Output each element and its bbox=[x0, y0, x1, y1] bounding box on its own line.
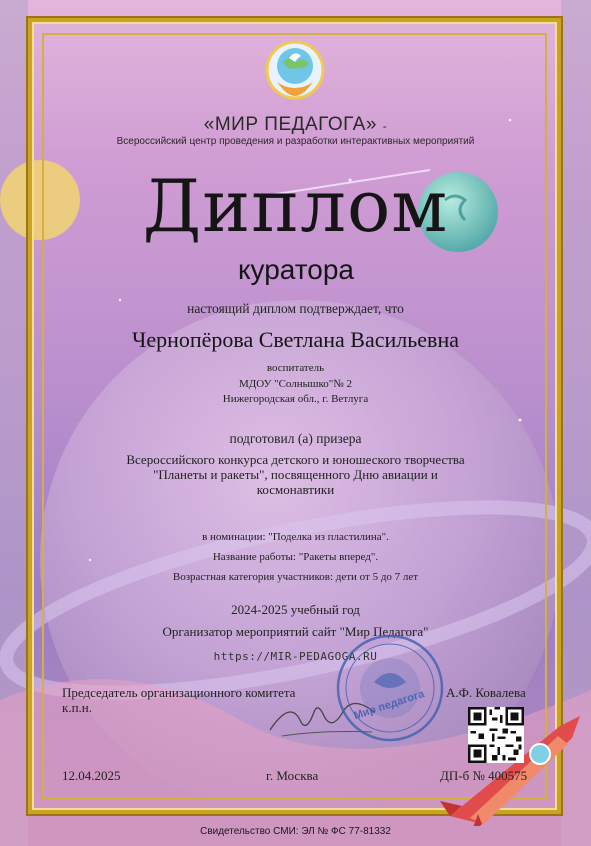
website-url: https://MIR-PEDAGOGA.RU bbox=[213, 650, 378, 663]
issue-date: 12.04.2025 bbox=[62, 768, 121, 783]
organizer: Организатор мероприятий сайт "Мир Педагога" bbox=[162, 624, 429, 639]
issue-city: г. Москва bbox=[266, 768, 319, 783]
confirm-text: настоящий диплом подтверждает, что bbox=[187, 301, 404, 316]
recipient-location: Нижегородская обл., г. Ветлуга bbox=[222, 393, 369, 405]
contest-name: Всероссийского конкурса детского и юношеского творчества "Планеты и ракеты", посвященного Дню авиации и космонавтики bbox=[126, 452, 465, 497]
center-description: Всероссийский центр проведения и разработки интерактивных мероприятий bbox=[116, 136, 475, 147]
recipient-name: Чернопёрова Светлана Васильевна bbox=[132, 327, 459, 352]
age-category: Возрастная категория участников: дети от 5 до 7 лет bbox=[172, 571, 419, 583]
org-name-line bbox=[40, 114, 551, 136]
mir-pedagoga-logo-icon bbox=[263, 40, 327, 108]
diploma-title: Диплом bbox=[142, 164, 449, 248]
work-title: Название работы: "Ракеты вперед". bbox=[212, 551, 379, 563]
org-dash: - bbox=[382, 119, 388, 133]
signer-name: А.Ф. Ковалева bbox=[446, 685, 526, 700]
recipient-institution: МДОУ "Солнышко"№ 2 bbox=[238, 378, 353, 390]
stamp-icon bbox=[334, 632, 446, 744]
stamp-text: Мир педагога bbox=[352, 688, 426, 723]
media-certificate: Свидетельство СМИ: ЭЛ № ФС 77-81332 bbox=[200, 826, 391, 837]
diploma-subtitle: куратора bbox=[237, 254, 354, 285]
chair-title: Председатель организационного комитета к.п.н. bbox=[62, 685, 296, 715]
recipient-position: воспитатель bbox=[266, 362, 325, 374]
academic-year: 2024-2025 учебный год bbox=[231, 602, 360, 617]
qr-code-icon bbox=[468, 707, 524, 763]
document-number: ДП-б № 400575 bbox=[440, 768, 528, 783]
nomination: в номинации: "Поделка из пластилина". bbox=[202, 531, 389, 543]
prepared-text: подготовил (а) призера bbox=[229, 431, 362, 446]
org-name: «МИР ПЕДАГОГА» bbox=[203, 114, 377, 135]
